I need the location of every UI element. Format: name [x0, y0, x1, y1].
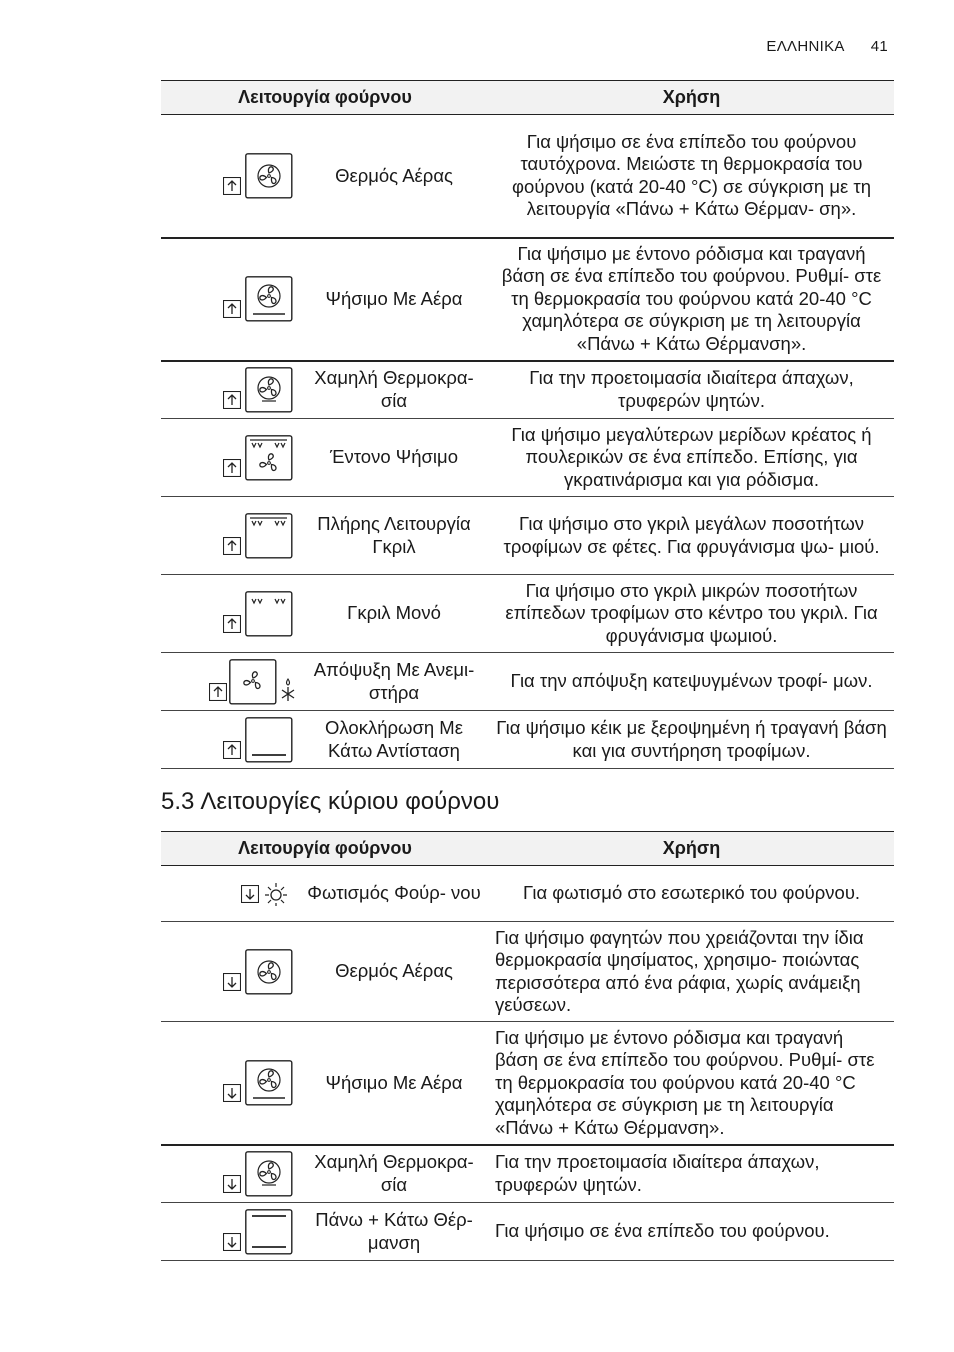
- table-row: [161, 653, 894, 711]
- table-row: [161, 711, 894, 769]
- down-arrow-icon: [223, 1175, 241, 1193]
- function-name: Θερμός Αέρας: [299, 922, 489, 1022]
- column-header-use: Χρήση: [489, 81, 894, 115]
- down-arrow-icon: [223, 1084, 241, 1102]
- function-icon-cell: [161, 361, 299, 419]
- column-header-function: Λειτουργία φούρνου: [161, 81, 489, 115]
- page-number: 41: [870, 38, 888, 55]
- table-row: [161, 361, 894, 419]
- snowflake-drop-icon: [279, 677, 297, 703]
- pizza-fan-icon: [245, 1060, 293, 1106]
- table-row: [161, 238, 894, 361]
- function-use: Για ψήσιμο στο γκριλ μικρών ποσοτήτων επίπεδων τροφίμων στο κέντρο του γκριλ. Για φρυγάνισμα ψωμιού.: [489, 575, 894, 653]
- function-icon-cell: [161, 419, 299, 497]
- true-fan-icon: [245, 153, 293, 199]
- function-name: Φωτισμός Φούρ- νου: [299, 866, 489, 922]
- page-header: [766, 38, 888, 55]
- function-use: Για ψήσιμο μεγαλύτερων μερίδων κρέατος ή πουλερικών σε ένα επίπεδο. Επίσης, για γκρατινάρισμα και για ρόδισμα.: [489, 419, 894, 497]
- function-use: Για ψήσιμο φαγητών που χρειάζονται την ίδια θερμοκρασία ψησίματος, χρησιμο- ποιώντας περισσότερα από ένα ράφια, χωρίς ανάμειξη γεύσεων.: [489, 922, 894, 1022]
- up-arrow-icon: [223, 391, 241, 409]
- up-arrow-icon: [209, 683, 227, 701]
- function-icon-cell: [161, 1145, 299, 1203]
- function-name: Ολοκλήρωση Με Κάτω Αντίσταση: [299, 711, 489, 769]
- function-icon-cell: [161, 711, 299, 769]
- function-icon-cell: [161, 497, 299, 575]
- function-use: Για ψήσιμο στο γκριλ μεγάλων ποσοτήτων τροφίμων σε φέτες. Για φρυγάνισμα ψω- μιού.: [489, 497, 894, 575]
- header-language: ΕΛΛΗΝΙΚΑ: [766, 38, 845, 55]
- up-arrow-icon: [223, 537, 241, 555]
- up-arrow-icon: [223, 741, 241, 759]
- function-use: Για την προετοιμασία ιδιαίτερα άπαχων, τρυφερών ψητών.: [489, 1145, 894, 1203]
- function-name: Έντονο Ψήσιμο: [299, 419, 489, 497]
- function-icon-cell: [161, 653, 299, 711]
- table-row: [161, 115, 894, 238]
- up-arrow-icon: [223, 177, 241, 195]
- function-icon-cell: [161, 115, 299, 238]
- section-number: 5.3: [161, 788, 195, 815]
- down-arrow-icon: [241, 885, 259, 903]
- section-heading: Λειτουργίες κύριου φούρνου: [200, 788, 500, 815]
- function-name: Γκριλ Μονό: [299, 575, 489, 653]
- table-row: [161, 419, 894, 497]
- column-header-function: Λειτουργία φούρνου: [161, 832, 489, 866]
- function-icon-cell: [161, 866, 299, 922]
- function-use: Για την προετοιμασία ιδιαίτερα άπαχων, τρυφερών ψητών.: [489, 361, 894, 419]
- column-header-use: Χρήση: [489, 832, 894, 866]
- bottom-heat-icon: [245, 717, 293, 763]
- table-row: [161, 1022, 894, 1145]
- oven-functions-table-2: [161, 831, 894, 1261]
- function-name: Θερμός Αέρας: [299, 115, 489, 238]
- turbo-grill-icon: [245, 435, 293, 481]
- function-use: Για ψήσιμο με έντονο ρόδισμα και τραγανή βάση σε ένα επίπεδο του φούρνου. Ρυθμί- στε τη θερμοκρασία του φούρνου κατά 20-40 °C χαμηλότερα σε σύγκριση με τη λειτουργία «Πάνω + Κάτω Θέρμανση».: [489, 1022, 894, 1145]
- function-icon-cell: [161, 238, 299, 361]
- table-row: [161, 1203, 894, 1261]
- defrost-icon: [229, 659, 277, 705]
- function-name: Πάνω + Κάτω Θέρ- μανση: [299, 1203, 489, 1261]
- table-row: [161, 866, 894, 922]
- function-name: Χαμηλή Θερμοκρα- σία: [299, 361, 489, 419]
- light-icon: [263, 881, 289, 907]
- table-row: [161, 922, 894, 1022]
- down-arrow-icon: [223, 1233, 241, 1251]
- up-arrow-icon: [223, 459, 241, 477]
- up-arrow-icon: [223, 615, 241, 633]
- oven-functions-table-1: [161, 80, 894, 769]
- function-icon-cell: [161, 575, 299, 653]
- low-temp-fan-icon: [245, 367, 293, 413]
- table-row: [161, 497, 894, 575]
- function-name: Ψήσιμο Με Αέρα: [299, 238, 489, 361]
- table-row: [161, 575, 894, 653]
- full-grill-icon: [245, 513, 293, 559]
- function-use: Για ψήσιμο σε ένα επίπεδο του φούρνου.: [489, 1203, 894, 1261]
- low-temp-fan-icon: [245, 1151, 293, 1197]
- function-icon-cell: [161, 1022, 299, 1145]
- pizza-fan-icon: [245, 276, 293, 322]
- function-use: Για φωτισμό στο εσωτερικό του φούρνου.: [489, 866, 894, 922]
- table-row: [161, 1145, 894, 1203]
- function-use: Για την απόψυξη κατεψυγμένων τροφί- μων.: [489, 653, 894, 711]
- function-name: Χαμηλή Θερμοκρα- σία: [299, 1145, 489, 1203]
- down-arrow-icon: [223, 973, 241, 991]
- table-header-row: [161, 81, 894, 115]
- function-use: Για ψήσιμο με έντονο ρόδισμα και τραγανή βάση σε ένα επίπεδο του φούρνου. Ρυθμί- στε τη θερμοκρασία του φούρνου κατά 20-40 °C χαμηλότερα σε σύγκριση με τη λειτουργία «Πάνω + Κάτω Θέρμανση».: [489, 238, 894, 361]
- grill-icon: [245, 591, 293, 637]
- function-name: Ψήσιμο Με Αέρα: [299, 1022, 489, 1145]
- top-bottom-heat-icon: [245, 1209, 293, 1255]
- function-icon-cell: [161, 1203, 299, 1261]
- function-use: Για ψήσιμο κέικ με ξεροψημένη ή τραγανή βάση και για συντήρηση τροφίμων.: [489, 711, 894, 769]
- function-name: Πλήρης Λειτουργία Γκριλ: [299, 497, 489, 575]
- function-icon-cell: [161, 922, 299, 1022]
- section-title: [161, 788, 499, 816]
- up-arrow-icon: [223, 300, 241, 318]
- function-use: Για ψήσιμο σε ένα επίπεδο του φούρνου ταυτόχρονα. Μειώστε τη θερμοκρασία του φούρνου (κατά 20-40 °C) σε σύγκριση με τη λειτουργία «Πάνω + Κάτω Θέρμαν- ση».: [489, 115, 894, 238]
- true-fan-icon: [245, 949, 293, 995]
- table-header-row: [161, 832, 894, 866]
- function-name: Απόψυξη Με Ανεμι- στήρα: [299, 653, 489, 711]
